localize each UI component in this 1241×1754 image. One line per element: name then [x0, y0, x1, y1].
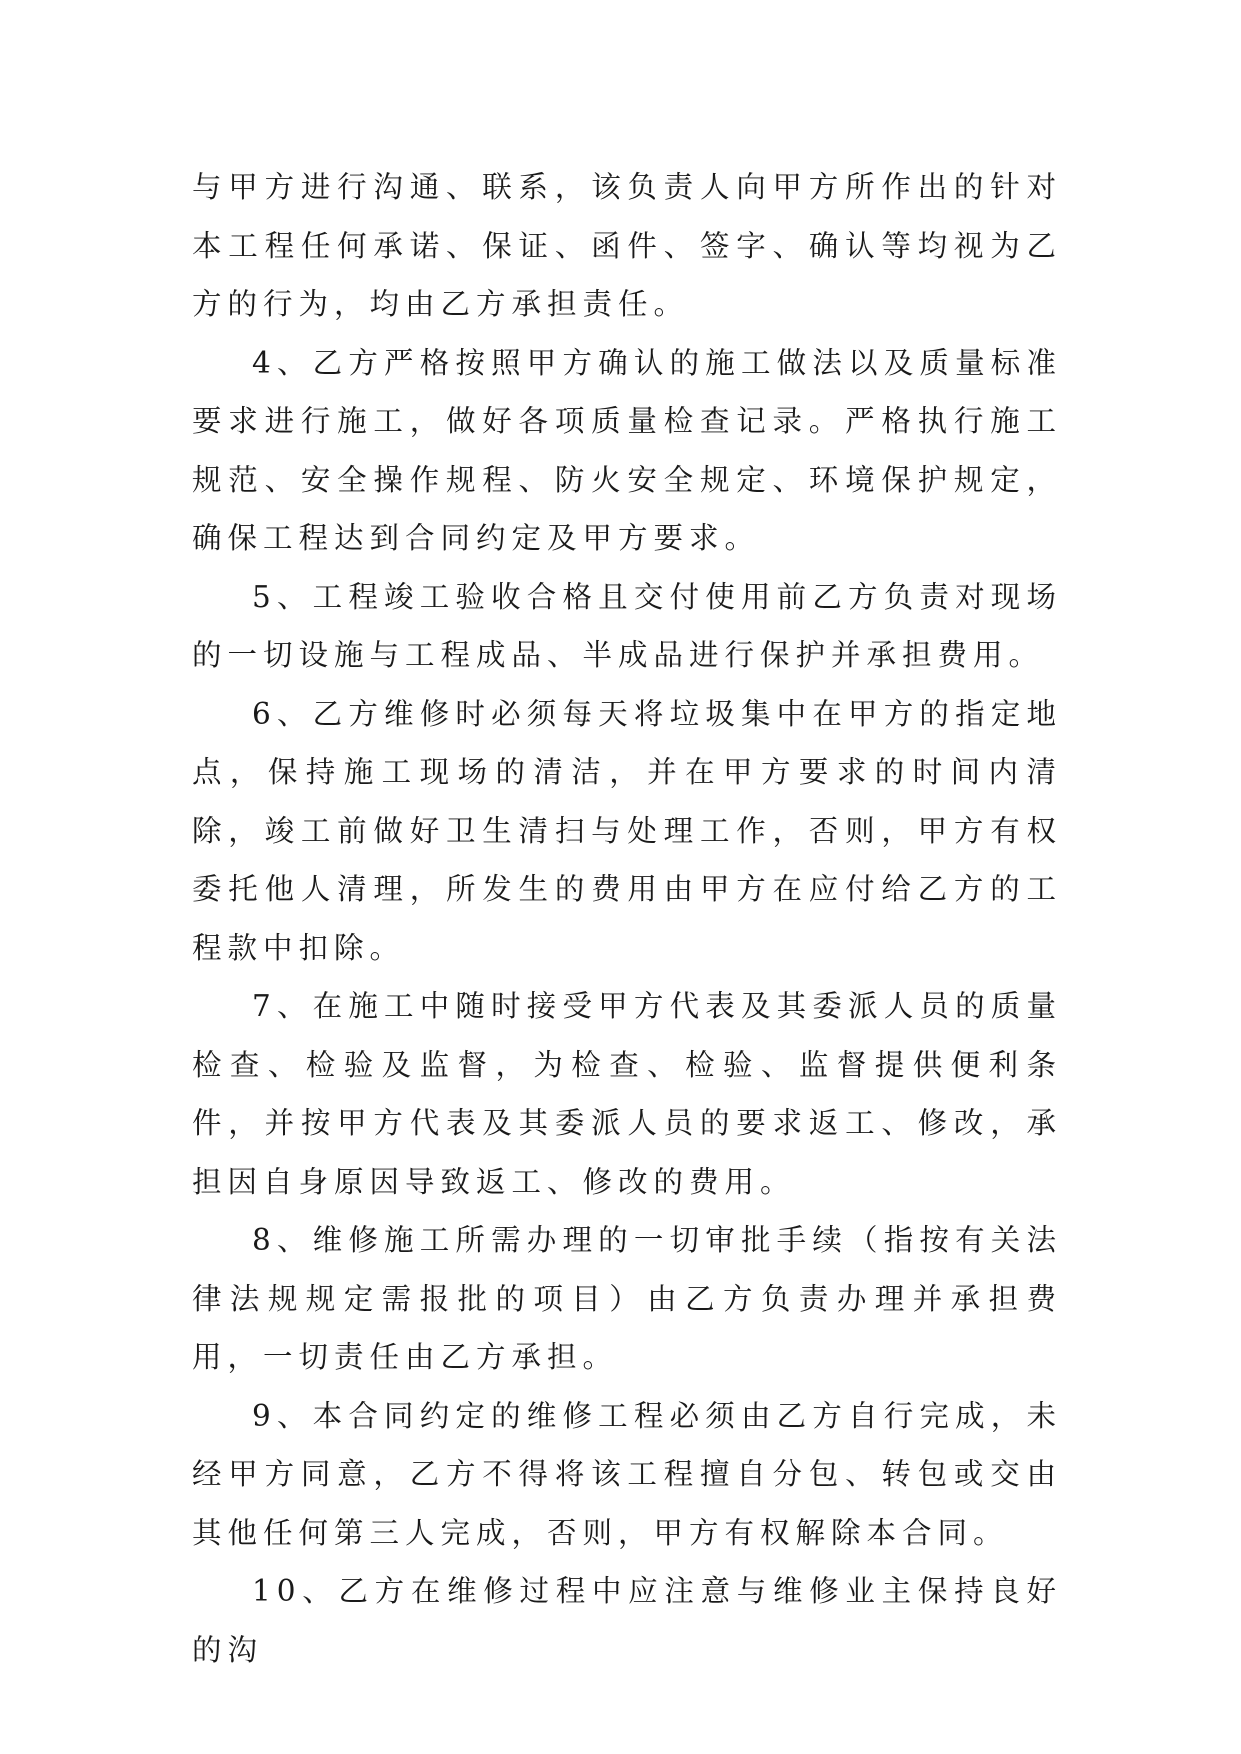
- paragraph-clause-10: 10、乙方在维修过程中应注意与维修业主保持良好的沟: [192, 1574, 1062, 1667]
- paragraph-clause-9: 9、本合同约定的维修工程必须由乙方自行完成，未经甲方同意，乙方不得将该工程擅自分包、转包或交由其他任何第三人完成，否则，甲方有权解除本合同。: [192, 1398, 1062, 1550]
- paragraph-clause-4: 4、乙方严格按照甲方确认的施工做法以及质量标准要求进行施工，做好各项质量检查记录。严格执行施工规范、安全操作规程、防火安全规定、环境保护规定，确保工程达到合同约定及甲方要求。: [192, 345, 1062, 555]
- paragraph-clause-7: 7、在施工中随时接受甲方代表及其委派人员的质量检查、检验及监督，为检查、检验、监督提供便利条件，并按甲方代表及其委派人员的要求返工、修改，承担因自身原因导致返工、修改的费用。: [192, 989, 1062, 1199]
- paragraph-continuation: 与甲方进行沟通、联系，该负责人向甲方所作出的针对本工程任何承诺、保证、函件、签字、确认等均视为乙方的行为，均由乙方承担责任。: [192, 170, 1062, 321]
- paragraph-clause-5: 5、工程竣工验收合格且交付使用前乙方负责对现场的一切设施与工程成品、半成品进行保护并承担费用。: [192, 579, 1062, 672]
- document-body: [192, 158, 1062, 1679]
- paragraph-clause-8: 8、维修施工所需办理的一切审批手续（指按有关法律法规规定需报批的项目）由乙方负责办理并承担费用，一切责任由乙方承担。: [192, 1223, 1062, 1374]
- paragraph-clause-6: 6、乙方维修时必须每天将垃圾集中在甲方的指定地点，保持施工现场的清洁，并在甲方要求的时间内清除，竣工前做好卫生清扫与处理工作，否则，甲方有权委托他人清理，所发生的费用由甲方在应付给乙方的工程款中扣除。: [192, 696, 1062, 965]
